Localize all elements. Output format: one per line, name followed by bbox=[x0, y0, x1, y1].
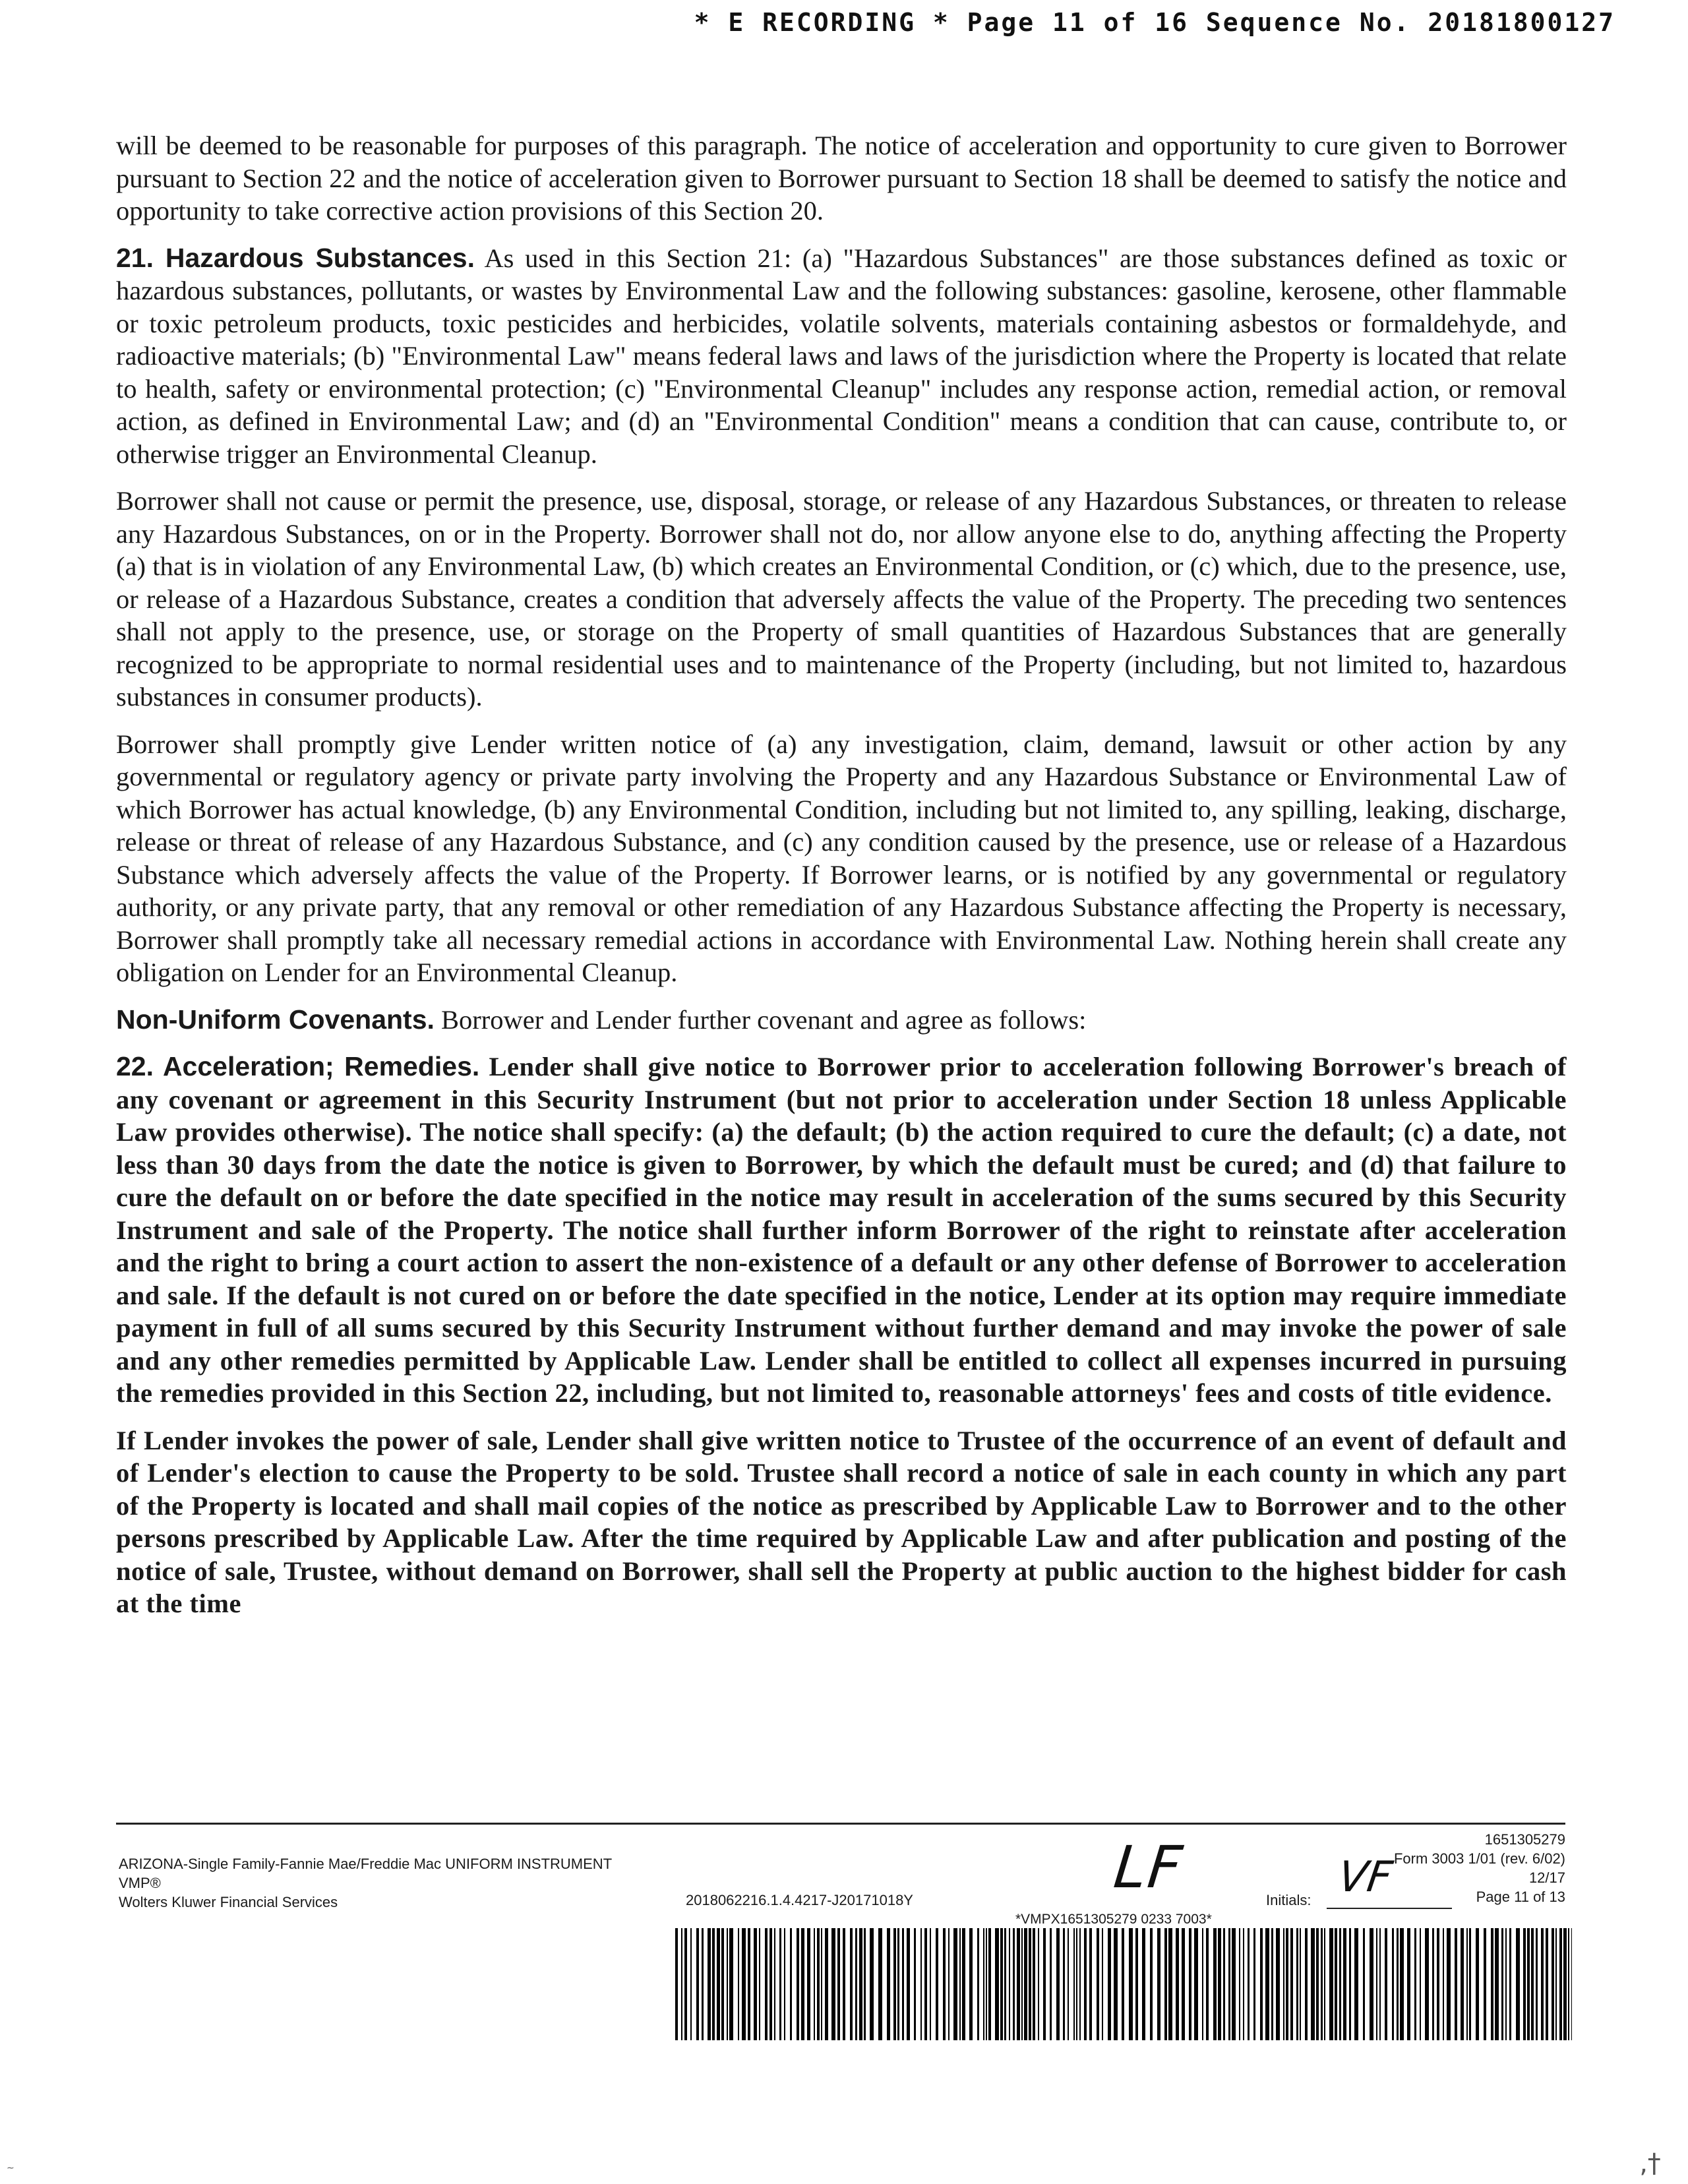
barcode-bar bbox=[1305, 1928, 1308, 2040]
non-uniform-covenants-title: Non-Uniform Covenants. bbox=[116, 1004, 435, 1035]
barcode-bar bbox=[1509, 1928, 1511, 2040]
barcode-bar bbox=[748, 1928, 750, 2040]
paragraph-power-of-sale: If Lender invokes the power of sale, Lender shall give written notice to Trustee of the occurrence of an event of default and of Lender's election to cause the Property to be sold. Trustee shall record a notice of sale in each county in which any part of the Property is located and shall mail copies of the notice as prescribed by Applicable Law to Borrower and to the other persons prescribed by Applicable Law. After the time required by Applicable Law and after publication and posting of the notice of sale, Trustee, without demand on Borrower, shall sell the Property at public auction to the highest bidder for cash at the time bbox=[116, 1425, 1567, 1618]
barcode-bar bbox=[1129, 1928, 1133, 2040]
barcode-bar bbox=[1290, 1928, 1293, 2040]
barcode-bar bbox=[717, 1928, 720, 2040]
barcode-bar bbox=[708, 1928, 711, 2040]
barcode-bar bbox=[1407, 1928, 1410, 2040]
barcode-bar bbox=[1142, 1928, 1145, 2040]
barcode-bar bbox=[1089, 1928, 1092, 2040]
barcode-bar bbox=[988, 1928, 991, 2040]
scan-mark-left: ∼ bbox=[7, 2163, 15, 2173]
barcode-bar bbox=[850, 1928, 853, 2040]
barcode-bar bbox=[1024, 1928, 1027, 2040]
barcode-bar bbox=[887, 1928, 890, 2040]
barcode-bar bbox=[1559, 1928, 1562, 2040]
barcode-bar bbox=[1239, 1928, 1240, 2040]
barcode-bar bbox=[953, 1928, 957, 2040]
barcode-bar bbox=[1009, 1928, 1010, 2040]
handwritten-initials-vf: VF bbox=[1335, 1853, 1395, 1902]
barcode-bar bbox=[702, 1928, 704, 2040]
barcode-bar bbox=[1260, 1928, 1263, 2040]
barcode-bar bbox=[1228, 1928, 1230, 2040]
page-number: Page 11 of 13 bbox=[1476, 1889, 1565, 1905]
barcode-bar bbox=[1541, 1928, 1544, 2040]
section-21-text: As used in this Section 21: (a) "Hazardous Substances" are those substances defined as toxic or hazardous substances, pollutants, or wastes by Environmental Law and the following substances: gasoline, kerosene, other flammable or toxic petroleum products, toxic pesticides and herbicides, volatile solvents, materials containing asbestos or formaldehyde, and radioactive materials; (b) "Environmental Law" means federal laws and laws of the jurisdiction where the Property is located that relate to health, safety or environmental protection; (c) "Environmental Cleanup" includes any response action, remedial action, or removal action, as defined in Environmental Law; and (d) an "Environmental Condition" means a condition that can cause, contribute to, or otherwise trigger an Environmental Cleanup. bbox=[116, 243, 1567, 469]
barcode-bar bbox=[897, 1928, 899, 2040]
vmp-label: VMP® bbox=[119, 1875, 161, 1891]
barcode-bar bbox=[1243, 1928, 1244, 2040]
barcode-bar bbox=[1484, 1928, 1486, 2040]
barcode-bar bbox=[1443, 1928, 1444, 2040]
barcode-bar bbox=[1265, 1928, 1269, 2040]
barcode-bar bbox=[1316, 1928, 1319, 2040]
barcode-bar bbox=[1420, 1928, 1421, 2040]
barcode-bar bbox=[924, 1928, 927, 2040]
barcode-bar bbox=[1157, 1928, 1160, 2040]
barcode-bar bbox=[1527, 1928, 1530, 2040]
barcode-bar bbox=[1232, 1928, 1236, 2040]
barcode-bar bbox=[986, 1928, 987, 2040]
barcode-bar bbox=[1466, 1928, 1468, 2040]
barcode-bar bbox=[962, 1928, 965, 2040]
footer-form-info bbox=[119, 1854, 612, 1912]
barcode-bar bbox=[1379, 1928, 1381, 2040]
barcode-bar bbox=[738, 1928, 739, 2040]
barcode-bar bbox=[1063, 1928, 1065, 2040]
document-code: 2018062216.1.4.4217-J20171018Y bbox=[686, 1892, 913, 1908]
barcode-bar bbox=[1311, 1928, 1315, 2040]
barcode-bar bbox=[1218, 1928, 1221, 2040]
barcode-bar bbox=[1176, 1928, 1179, 2040]
barcode-bar bbox=[1182, 1928, 1185, 2040]
barcode-bar bbox=[1516, 1928, 1520, 2040]
barcode-bar bbox=[684, 1928, 687, 2040]
barcode-bar bbox=[821, 1928, 822, 2040]
barcode-bar bbox=[1114, 1928, 1118, 2040]
paragraph-section-20-continuation: will be deemed to be reasonable for purposes of this paragraph. The notice of acceleration and opportunity to cure given to Borrower pursuant to Section 22 and the notice of acceleration given to Borrower pursuant to Section 18 shall be deemed to satisfy the notice and opportunity to take corrective action provisions of this Section 20. bbox=[116, 131, 1567, 226]
barcode-bar bbox=[1097, 1928, 1099, 2040]
barcode-bar bbox=[1335, 1928, 1337, 2040]
barcode-bar bbox=[1321, 1928, 1323, 2040]
barcode-bar bbox=[864, 1928, 866, 2040]
barcode-bar bbox=[893, 1928, 896, 2040]
form-number: Form 3003 1/01 (rev. 6/02) bbox=[1393, 1850, 1565, 1867]
barcode-bar bbox=[1296, 1928, 1298, 2040]
barcode-bar bbox=[1056, 1928, 1060, 2040]
barcode-bar bbox=[1501, 1928, 1503, 2040]
barcode-bar bbox=[943, 1928, 946, 2040]
barcode-bar bbox=[1029, 1928, 1031, 2040]
barcode-bar bbox=[907, 1928, 910, 2040]
footer-form-number-block bbox=[1394, 1830, 1565, 1906]
barcode-bar bbox=[1189, 1928, 1191, 2040]
barcode-bar bbox=[712, 1928, 715, 2040]
barcode-bar bbox=[1017, 1928, 1020, 2040]
barcode-bar bbox=[969, 1928, 973, 2040]
barcode-bar bbox=[1213, 1928, 1217, 2040]
barcode-bar bbox=[1324, 1928, 1325, 2040]
barcode-bar bbox=[936, 1928, 938, 2040]
barcode-bar bbox=[878, 1928, 882, 2040]
barcode-bar bbox=[1135, 1928, 1138, 2040]
barcode bbox=[675, 1928, 1572, 2040]
barcode-bar bbox=[1150, 1928, 1153, 2040]
barcode-bar bbox=[1349, 1928, 1351, 2040]
barcode-bar bbox=[837, 1928, 840, 2040]
barcode-bar bbox=[1068, 1928, 1069, 2040]
barcode-bar bbox=[977, 1928, 979, 2040]
barcode-bar bbox=[1122, 1928, 1124, 2040]
barcode-bar bbox=[1206, 1928, 1209, 2040]
barcode-bar bbox=[920, 1928, 922, 2040]
barcode-bar bbox=[1571, 1928, 1572, 2040]
barcode-bar bbox=[1248, 1928, 1250, 2040]
barcode-bar bbox=[1455, 1928, 1457, 2040]
barcode-bar bbox=[1033, 1928, 1035, 2040]
barcode-bar bbox=[1568, 1928, 1569, 2040]
barcode-bar bbox=[681, 1928, 682, 2040]
barcode-bar bbox=[1000, 1928, 1003, 2040]
barcode-bar bbox=[1432, 1928, 1434, 2040]
paragraph-borrower-shall-not: Borrower shall not cause or permit the presence, use, disposal, storage, or release of any Hazardous Substances, or threaten to release any Hazardous Substances, on or in the Property. Borrower shall not do, nor allow anyone else to do, anything affecting the Property (a) that is in violation of any Environmental Law, (b) which creates an Environmental Condition, or (c) which, due to the presence, use, or release of a Hazardous Substance, creates a condition that adversely affects the value of the Property. The preceding two sentences shall not apply to the presence, use, or storage on the Property of small quantities of Hazardous Substances that are generally recognized to be appropriate to normal residential uses and to maintenance of the Property (including, but not limited to, hazardous substances in consumer products). bbox=[116, 486, 1567, 712]
barcode-bar bbox=[959, 1928, 961, 2040]
barcode-bar bbox=[1414, 1928, 1416, 2040]
barcode-bar bbox=[1469, 1928, 1471, 2040]
barcode-bar bbox=[817, 1928, 820, 2040]
barcode-bar bbox=[765, 1928, 768, 2040]
barcode-bar bbox=[1392, 1928, 1394, 2040]
barcode-bar bbox=[797, 1928, 799, 2040]
barcode-bar bbox=[1476, 1928, 1479, 2040]
barcode-bar bbox=[1555, 1928, 1557, 2040]
barcode-bar bbox=[675, 1928, 678, 2040]
section-22-title: 22. Acceleration; Remedies. bbox=[116, 1051, 480, 1081]
barcode-bar bbox=[790, 1928, 792, 2040]
scan-mark-right: ‚† bbox=[1639, 2148, 1661, 2179]
barcode-bar bbox=[1339, 1928, 1341, 2040]
barcode-bar bbox=[1385, 1928, 1387, 2040]
barcode-bar bbox=[1202, 1928, 1203, 2040]
barcode-bar bbox=[1043, 1928, 1046, 2040]
barcode-bar bbox=[807, 1928, 810, 2040]
barcode-bar bbox=[1370, 1928, 1373, 2040]
barcode-bar bbox=[1168, 1928, 1172, 2040]
barcode-bar bbox=[1286, 1928, 1288, 2040]
barcode-bar bbox=[759, 1928, 760, 2040]
section-22-paragraph bbox=[116, 1050, 1567, 1410]
section-22-text: Lender shall give notice to Borrower prior to acceleration following Borrower's breach of any covenant or agreement in this Security Instrument (but not prior to acceleration under Section 18 unless Applicable Law provides otherwise). The notice shall specify: (a) the default; (b) the action required to cure the default; (c) a date, not less than 30 days from the date the notice is given to Borrower, by which the default must be cured; and (d) that failure to cure the default on or before the date specified in the notice may result in acceleration of the sums secured by this Security Instrument and sale of the Property. The notice shall further inform Borrower of the right to reinstate after acceleration and the right to bring a court action to assert the non-existence of a default or any other defense of Borrower to acceleration and sale. If the default is not cured on or before the date specified in the notice, Lender at its option may require immediate payment in full of all sums secured by this Security Instrument without further demand and may invoke the power of sale and any other remedies permitted by Applicable Law. Lender shall be entitled to collect all expenses incurred in pursuing the remedies provided in this Section 22, including, but not limited to, reasonable attorneys' fees and costs of title evidence. bbox=[116, 1052, 1567, 1408]
form-date: 12/17 bbox=[1528, 1869, 1565, 1886]
barcode-bar bbox=[1523, 1928, 1526, 2040]
barcode-bar bbox=[1073, 1928, 1075, 2040]
non-uniform-covenants-text: Borrower and Lender further covenant and agree as follows: bbox=[441, 1004, 1087, 1035]
barcode-bar bbox=[814, 1928, 815, 2040]
barcode-bar bbox=[1461, 1928, 1464, 2040]
barcode-bar bbox=[1038, 1928, 1039, 2040]
barcode-bar bbox=[729, 1928, 733, 2040]
barcode-bar bbox=[1013, 1928, 1015, 2040]
barcode-bar bbox=[1495, 1928, 1499, 2040]
barcode-bar bbox=[754, 1928, 757, 2040]
barcode-bar bbox=[1004, 1928, 1006, 2040]
barcode-bar bbox=[769, 1928, 772, 2040]
barcode-bar bbox=[1354, 1928, 1358, 2040]
barcode-caption: *VMPX1651305279 0233 7003* bbox=[1015, 1912, 1212, 1927]
barcode-bar bbox=[1505, 1928, 1507, 2040]
barcode-bar bbox=[690, 1928, 692, 2040]
barcode-bar bbox=[1102, 1928, 1103, 2040]
barcode-bar bbox=[1050, 1928, 1052, 2040]
recording-header: * E RECORDING * Page 11 of 16 Sequence No. 20181800127 bbox=[694, 8, 1615, 37]
loan-number: 1651305279 bbox=[1484, 1831, 1565, 1848]
non-uniform-covenants-paragraph bbox=[116, 1004, 1567, 1037]
barcode-bar bbox=[1021, 1928, 1023, 2040]
barcode-bar bbox=[801, 1928, 804, 2040]
barcode-bar bbox=[1425, 1928, 1429, 2040]
barcode-bar bbox=[1531, 1928, 1534, 2040]
barcode-bar bbox=[855, 1928, 857, 2040]
barcode-bar bbox=[983, 1928, 984, 2040]
barcode-bar bbox=[930, 1928, 931, 2040]
barcode-bar bbox=[1194, 1928, 1198, 2040]
barcode-bar bbox=[1447, 1928, 1451, 2040]
section-21-paragraph bbox=[116, 242, 1567, 471]
barcode-bar bbox=[784, 1928, 785, 2040]
barcode-bar bbox=[1552, 1928, 1554, 2040]
initials-line bbox=[1327, 1908, 1452, 1909]
barcode-bar bbox=[696, 1928, 699, 2040]
barcode-bar bbox=[843, 1928, 845, 2040]
barcode-bar bbox=[1376, 1928, 1377, 2040]
barcode-bar bbox=[870, 1928, 874, 2040]
barcode-bar bbox=[831, 1928, 835, 2040]
barcode-bar bbox=[902, 1928, 904, 2040]
barcode-bar bbox=[742, 1928, 746, 2040]
section-21-title: 21. Hazardous Substances. bbox=[116, 242, 475, 273]
barcode-bar bbox=[1437, 1928, 1439, 2040]
form-title: ARIZONA-Single Family-Fannie Mae/Freddie Mac UNIFORM INSTRUMENT bbox=[119, 1856, 613, 1872]
barcode-bar bbox=[859, 1928, 862, 2040]
publisher-name: Wolters Kluwer Financial Services bbox=[119, 1894, 338, 1910]
footer-divider bbox=[116, 1823, 1565, 1825]
barcode-bar bbox=[825, 1928, 828, 2040]
barcode-bar bbox=[1271, 1928, 1273, 2040]
barcode-bar bbox=[727, 1928, 728, 2040]
barcode-bar bbox=[1343, 1928, 1346, 2040]
barcode-bar bbox=[1108, 1928, 1111, 2040]
barcode-bar bbox=[1329, 1928, 1333, 2040]
document-body bbox=[116, 129, 1567, 1635]
barcode-bar bbox=[721, 1928, 724, 2040]
barcode-bar bbox=[1400, 1928, 1404, 2040]
barcode-bar bbox=[1276, 1928, 1280, 2040]
barcode-bar bbox=[1076, 1928, 1077, 2040]
barcode-bar bbox=[1563, 1928, 1567, 2040]
barcode-bar bbox=[1253, 1928, 1255, 2040]
barcode-bar bbox=[1223, 1928, 1225, 2040]
barcode-bar bbox=[1084, 1928, 1087, 2040]
barcode-bar bbox=[914, 1928, 916, 2040]
barcode-bar bbox=[995, 1928, 999, 2040]
barcode-bar bbox=[1283, 1928, 1284, 2040]
barcode-bar bbox=[1491, 1928, 1493, 2040]
barcode-bar bbox=[1536, 1928, 1538, 2040]
barcode-bar bbox=[1363, 1928, 1365, 2040]
barcode-bar bbox=[779, 1928, 781, 2040]
barcode-bar bbox=[1300, 1928, 1301, 2040]
initials-label: Initials: bbox=[1266, 1892, 1311, 1908]
barcode-bar bbox=[1546, 1928, 1548, 2040]
barcode-bar bbox=[774, 1928, 775, 2040]
handwritten-initials-lf: LF bbox=[1110, 1833, 1187, 1901]
barcode-bar bbox=[948, 1928, 950, 2040]
paragraph-borrower-shall-promptly: Borrower shall promptly give Lender written notice of (a) any investigation, claim, demand, lawsuit or other action by any governmental or regulatory agency or private party involving the Property and any Hazardous Substance or Environmental Law of which Borrower has actual knowledge, (b) any Environmental Condition, including but not limited to, any spilling, leaking, discharge, release or threat of release of any Hazardous Substance, and (c) any condition caused by the presence, use or release of a Hazardous Substance which adversely affects the value of the Property. If Borrower learns, or is notified by any governmental or regulatory authority, or any private party, that any removal or other remediation of any Hazardous Substance affecting the Property is necessary, Borrower shall promptly take all necessary remedial actions in accordance with Environmental Law. Nothing herein shall create any obligation on Lender for an Environmental Cleanup. bbox=[116, 729, 1567, 987]
barcode-bar bbox=[1164, 1928, 1167, 2040]
barcode-bar bbox=[1397, 1928, 1399, 2040]
barcode-bar bbox=[1079, 1928, 1081, 2040]
